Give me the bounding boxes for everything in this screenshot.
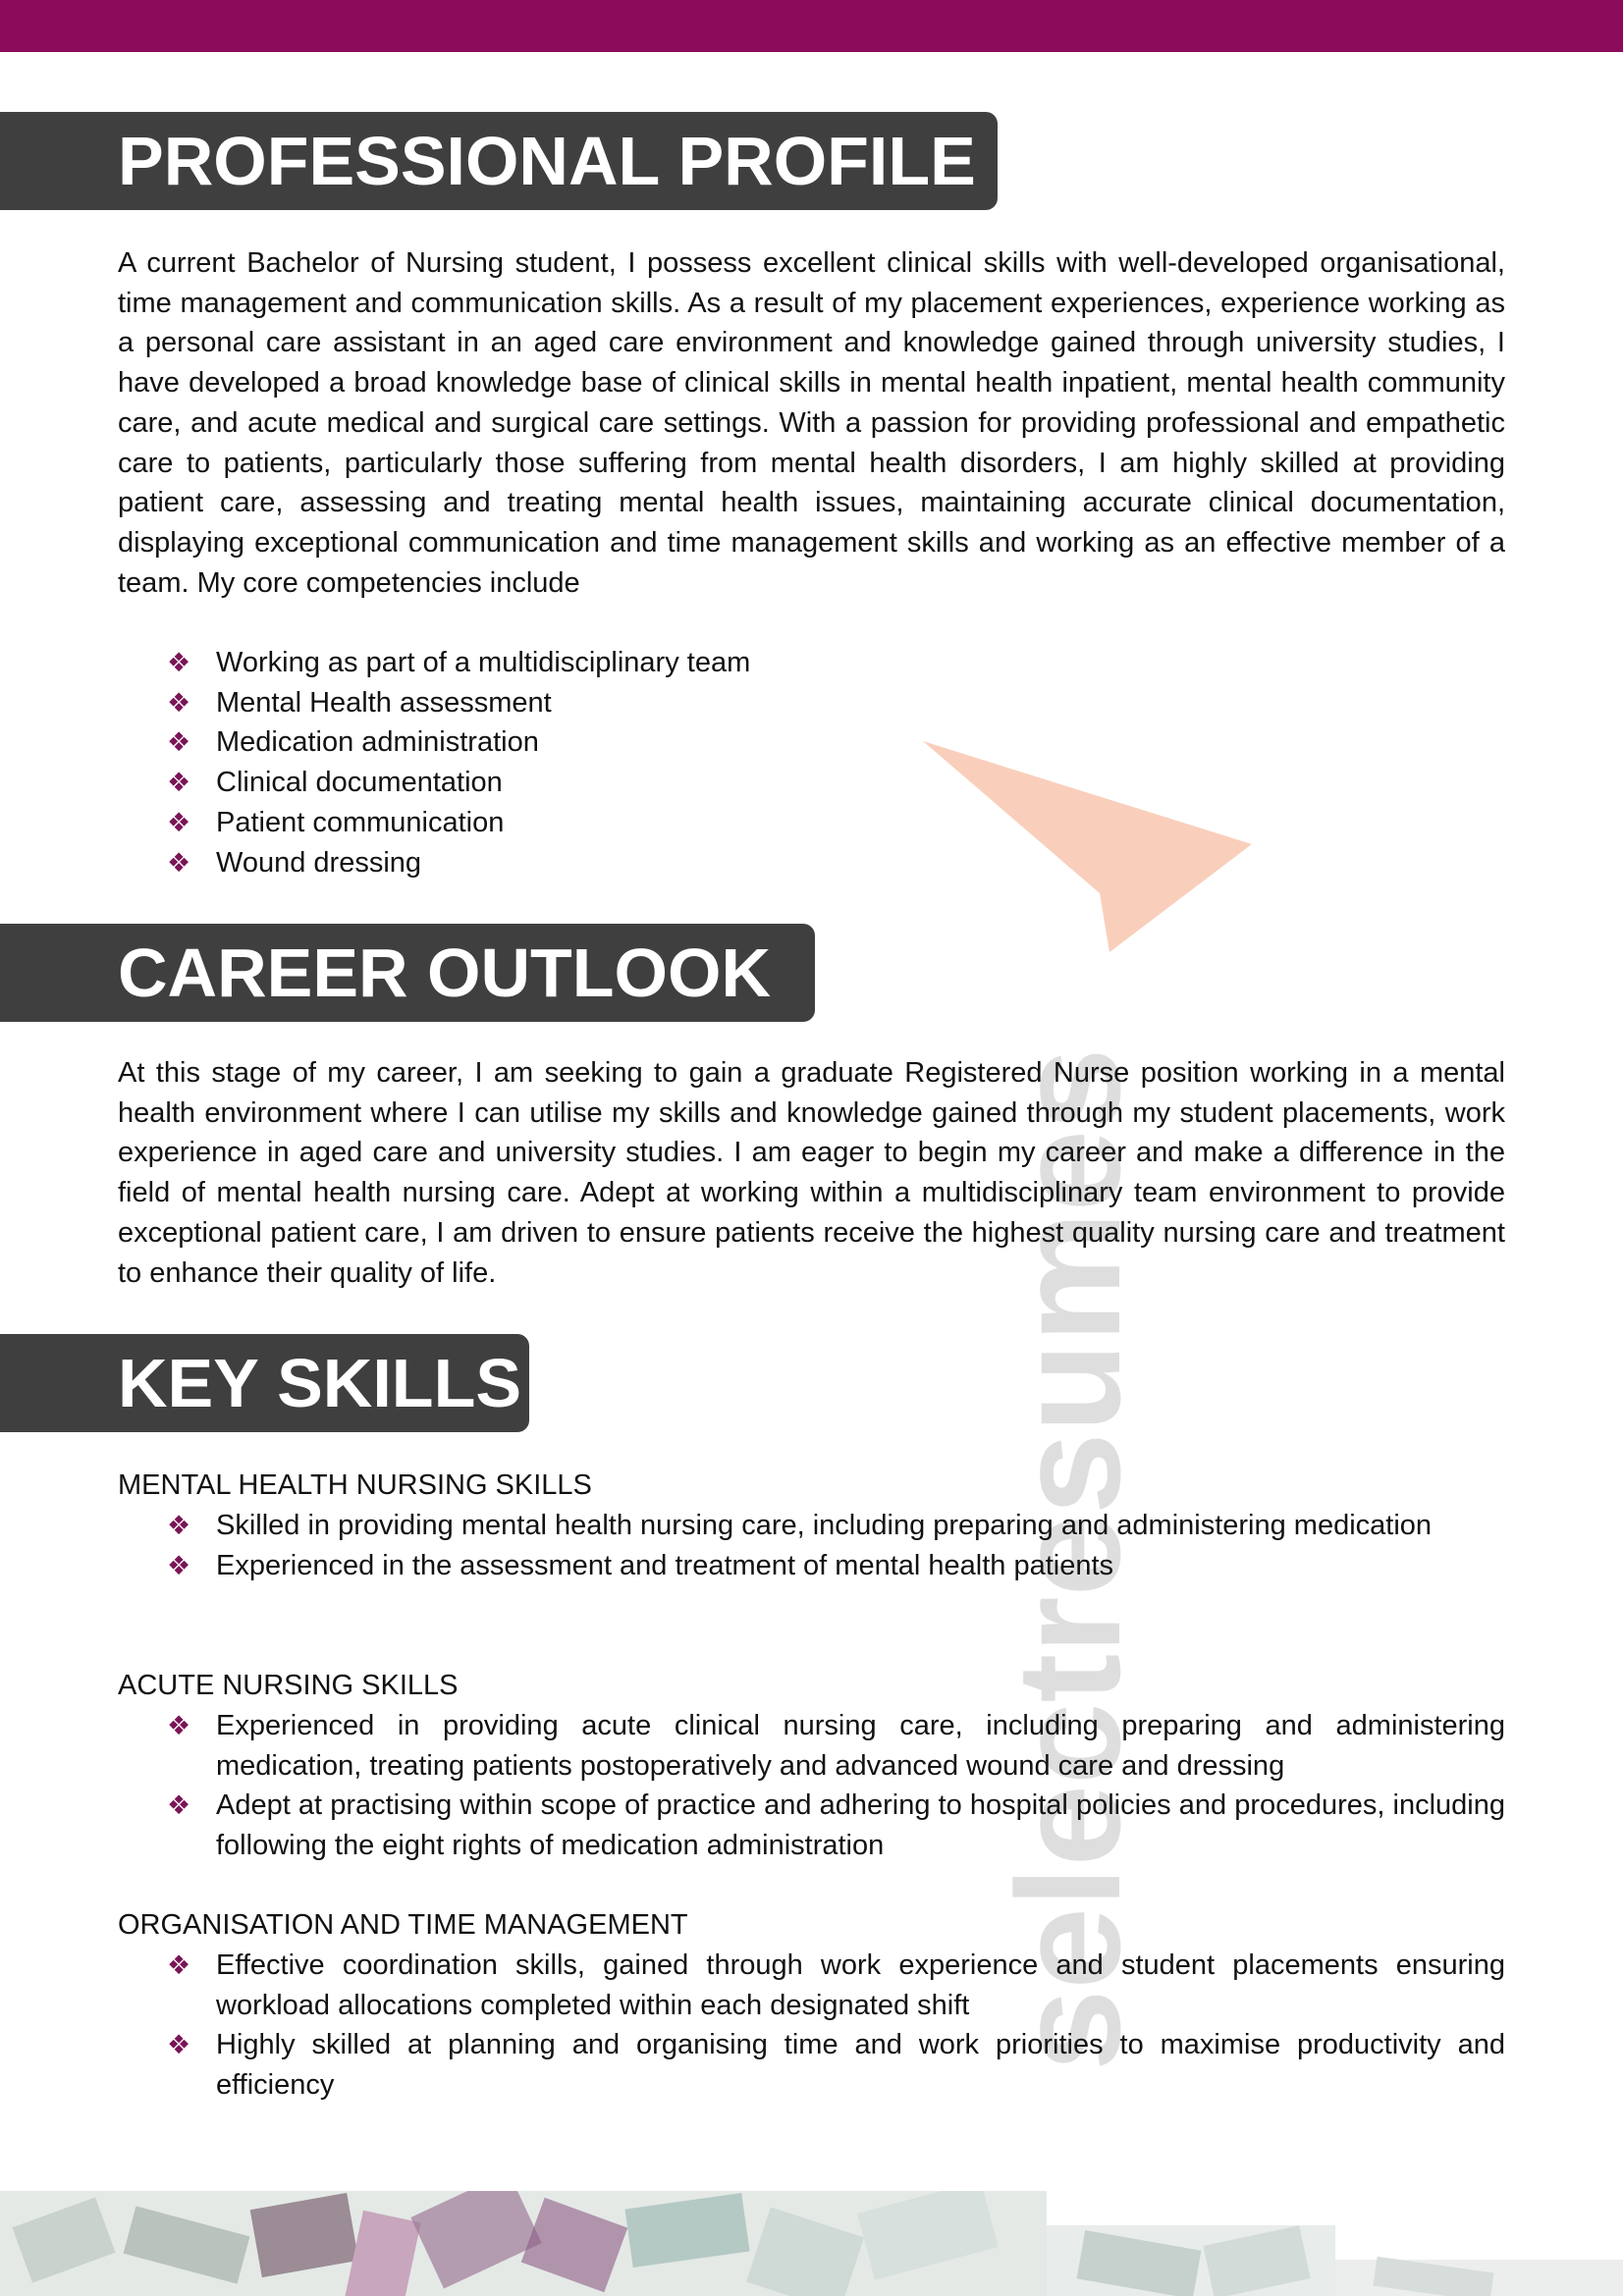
top-accent-bar xyxy=(0,0,1623,52)
list-item xyxy=(118,722,1505,763)
list-item xyxy=(118,1506,1505,1546)
diamond-four-icon: ❖ xyxy=(167,1511,191,1540)
list-item xyxy=(118,843,1505,883)
list-item-text: Patient communication xyxy=(216,806,505,838)
diamond-four-icon: ❖ xyxy=(167,1711,191,1740)
list-item xyxy=(118,1546,1505,1586)
diamond-four-icon: ❖ xyxy=(167,1550,191,1580)
list-item-text: Working as part of a multidisciplinary team xyxy=(216,647,751,678)
list-item-text: Wound dressing xyxy=(216,846,422,879)
list-item xyxy=(118,763,1505,803)
competencies-list xyxy=(118,643,1505,882)
list-item-text: Clinical documentation xyxy=(216,767,503,799)
diamond-four-icon: ❖ xyxy=(167,1790,191,1821)
skills-heading xyxy=(0,1334,529,1432)
profile-heading xyxy=(0,112,998,210)
list-item-text: Experienced in providing acute clinical nursing care, including preparing and administering medication, treating patients postoperatively and advanced wound care and dressing xyxy=(216,1710,1505,1782)
watermark-logo xyxy=(864,707,1276,2101)
career-paragraph: At this stage of my career, I am seeking to gain a graduate Registered Nurse position working in a mental health environment where I can utilise my skills and knowledge gained through my student placements, work experience in aged care and university studies. I am eager to begin my career and make a difference in the field of mental health nursing care. Adept at working within a multidisciplinary team environment to provide exceptional patient care, I am driven to ensure patients receive the highest quality nursing care and treatment to enhance their quality of life. xyxy=(118,1057,1505,1289)
diamond-four-icon: ❖ xyxy=(167,807,191,837)
list-item xyxy=(118,803,1505,843)
diamond-four-icon: ❖ xyxy=(167,687,191,718)
skill-group-list xyxy=(118,1946,1505,2106)
list-item-text: Experienced in the assessment and treatment of mental health patients xyxy=(216,1549,1114,1581)
footer-pattern xyxy=(0,2191,1623,2296)
diamond-four-icon: ❖ xyxy=(167,847,191,878)
skill-group-title: MENTAL HEALTH NURSING SKILLS xyxy=(118,1469,592,1501)
career-heading xyxy=(0,924,815,1022)
skills-heading-text: KEY SKILLS xyxy=(118,1345,522,1421)
list-item-text: Medication administration xyxy=(216,726,539,759)
skill-group-list xyxy=(118,1706,1505,1866)
list-item-text: Highly skilled at planning and organising time and work priorities to maximise productivity and efficiency xyxy=(216,2029,1505,2102)
skill-group-title: ACUTE NURSING SKILLS xyxy=(118,1670,459,1701)
list-item xyxy=(118,1786,1505,1865)
list-item xyxy=(118,683,1505,723)
profile-heading-text: PROFESSIONAL PROFILE xyxy=(118,123,976,199)
diamond-four-icon: ❖ xyxy=(167,768,191,798)
diamond-four-icon: ❖ xyxy=(167,1950,191,1980)
list-item-text: Mental Health assessment xyxy=(216,686,552,719)
list-item xyxy=(118,1946,1505,2025)
diamond-four-icon: ❖ xyxy=(167,648,191,677)
career-heading-text: CAREER OUTLOOK xyxy=(118,934,771,1011)
list-item-text: Skilled in providing mental health nursing care, including preparing and administering medication xyxy=(216,1510,1433,1541)
skill-group-title: ORGANISATION AND TIME MANAGEMENT xyxy=(118,1909,688,1941)
list-item xyxy=(118,1706,1505,1786)
list-item xyxy=(118,2025,1505,2105)
list-item-text: Adept at practising within scope of practice and adhering to hospital policies and procedures, including following the eight rights of medication administration xyxy=(216,1789,1505,1862)
list-item xyxy=(118,643,1505,683)
skill-group-list xyxy=(118,1506,1505,1585)
diamond-four-icon: ❖ xyxy=(167,727,191,758)
watermark-text: selectresumes xyxy=(986,1047,1151,2071)
diamond-four-icon: ❖ xyxy=(167,2030,191,2060)
list-item-text: Effective coordination skills, gained through work experience and student placements ensuring workload allocations completed within each designated shift xyxy=(216,1949,1505,2021)
profile-paragraph: A current Bachelor of Nursing student, I possess excellent clinical skills with well-developed organisational, time management and communication skills. As a result of my placement experiences, experience working as a personal care assistant in an aged care environment and knowledge gained through university studies, I have developed a broad knowledge base of clinical skills in mental health inpatient, mental health community care, and acute medical and surgical care settings. With a passion for providing professional and empathetic care to patients, particularly those suffering from mental health disorders, I am highly skilled at providing patient care, assessing and treating mental health issues, maintaining accurate clinical documentation, displaying exceptional communication and time management skills and working as an effective member of a team. My core competencies include xyxy=(118,247,1505,599)
